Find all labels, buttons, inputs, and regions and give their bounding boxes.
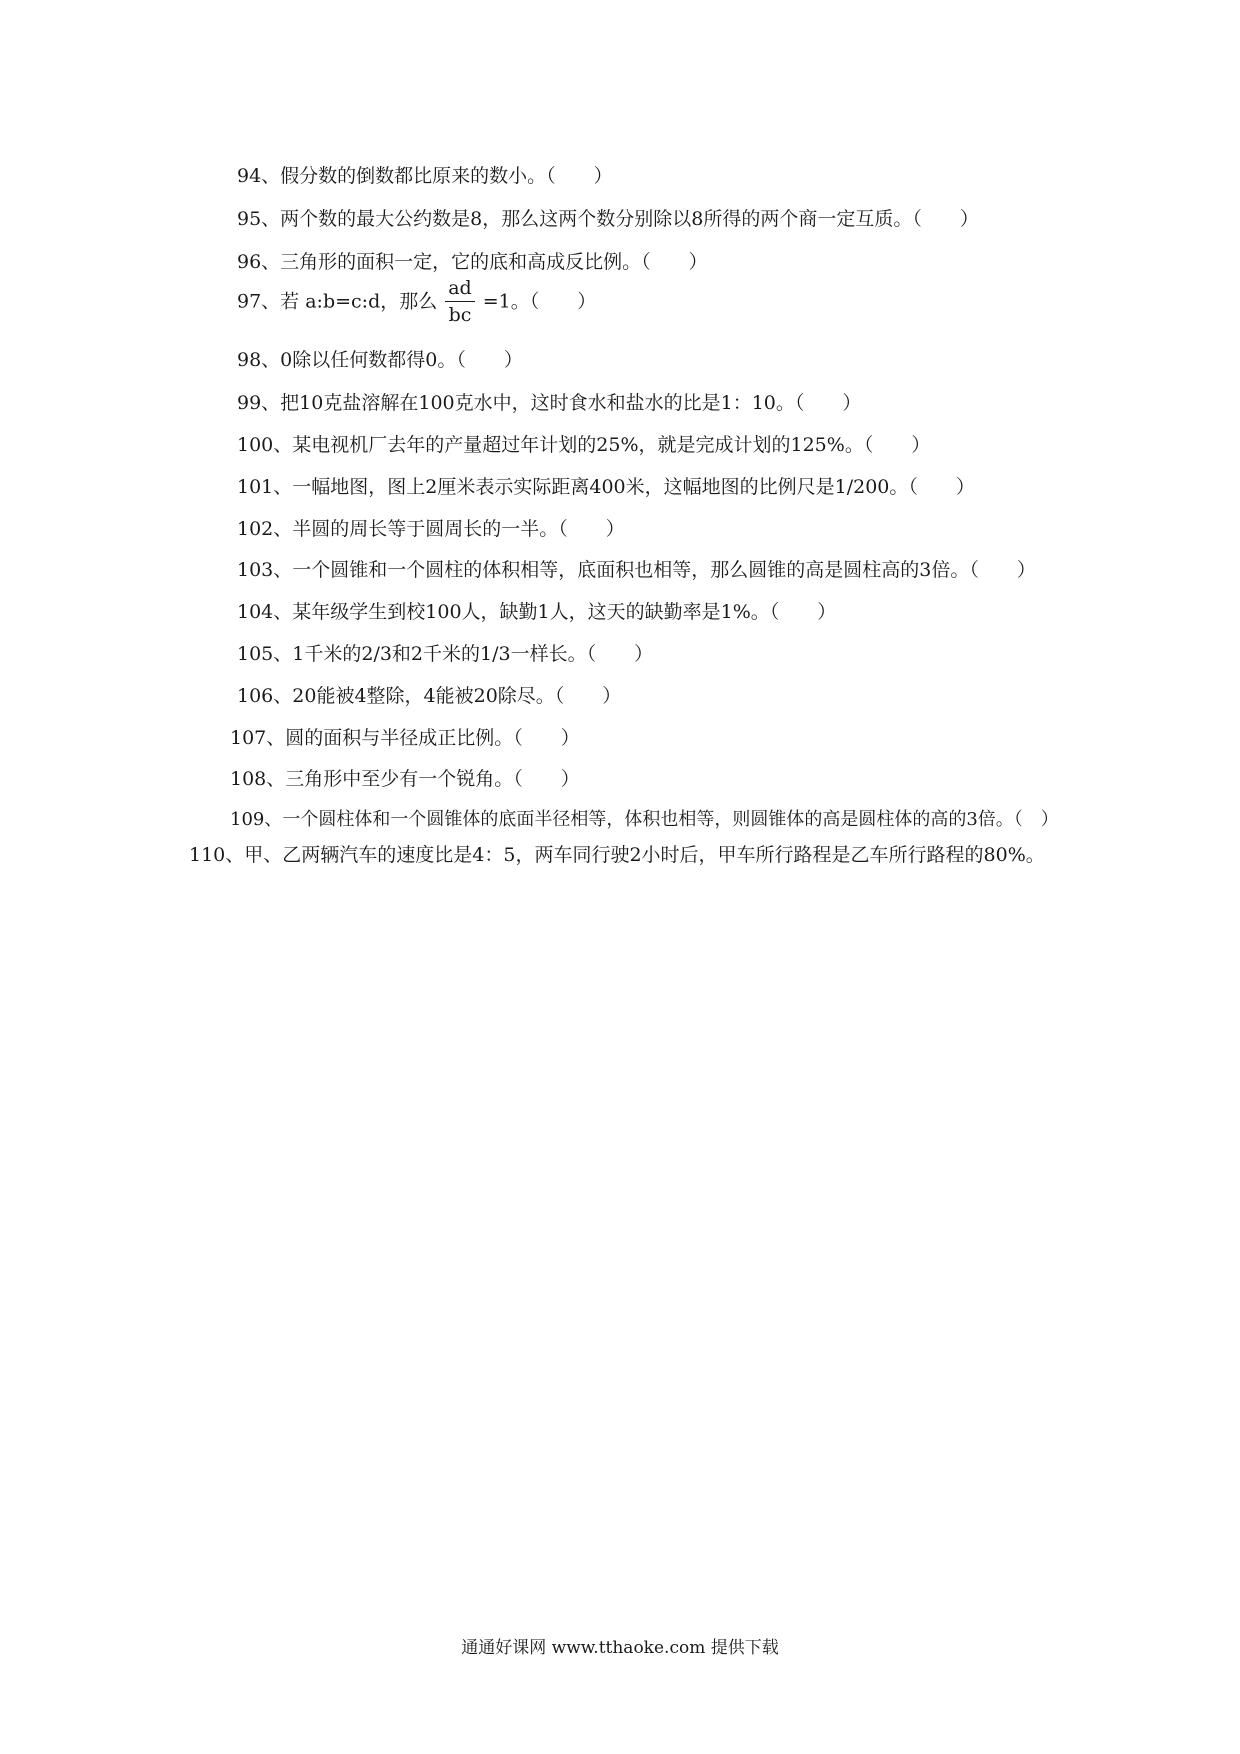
fraction-bar	[445, 301, 475, 302]
question-97-prefix: 97、若 a:b=c:d，那么	[237, 290, 438, 313]
question-102: 102、半圆的周长等于圆周长的一半。（ ）	[237, 518, 625, 540]
question-94: 94、假分数的倒数都比原来的数小。（ ）	[237, 165, 613, 187]
fraction-numerator: ad	[448, 277, 472, 299]
question-98: 98、0除以任何数都得0。（ ）	[237, 349, 523, 371]
question-108: 108、三角形中至少有一个锐角。（ ）	[230, 768, 580, 790]
question-100: 100、某电视机厂去年的产量超过年计划的25%，就是完成计划的125%。（ ）	[237, 434, 931, 456]
question-103: 103、一个圆锥和一个圆柱的体积相等，底面积也相等，那么圆锥的高是圆柱高的3倍。（ ）	[237, 559, 1036, 581]
question-96: 96、三角形的面积一定，它的底和高成反比例。（ ）	[237, 251, 708, 273]
question-105: 105、1千米的2/3和2千米的1/3一样长。（ ）	[237, 643, 654, 665]
question-107: 107、圆的面积与半径成正比例。（ ）	[230, 727, 580, 749]
question-110: 110、甲、乙两辆汽车的速度比是4：5，两车同行驶2小时后，甲车所行路程是乙车所行路程的80%。	[189, 844, 1045, 866]
question-99: 99、把10克盐溶解在100克水中，这时食水和盐水的比是1：10。（ ）	[237, 392, 862, 414]
question-97-suffix: =1。（ ）	[482, 290, 597, 313]
question-97	[237, 276, 596, 327]
question-109: 109、一个圆柱体和一个圆锥体的底面半径相等，体积也相等，则圆锥体的高是圆柱体的高的3倍。（ ）	[230, 809, 1059, 830]
question-104: 104、某年级学生到校100人，缺勤1人，这天的缺勤率是1%。（ ）	[237, 601, 837, 623]
fraction-ad-over-bc	[445, 276, 475, 327]
question-106: 106、20能被4整除，4能被20除尽。（ ）	[237, 685, 622, 707]
question-95: 95、两个数的最大公约数是8，那么这两个数分别除以8所得的两个商一定互质。（ ）	[237, 208, 979, 230]
fraction-denominator: bc	[448, 304, 472, 326]
footer-download-note: 通通好课网 www.tthaoke.com 提供下载	[461, 1638, 779, 1658]
question-101: 101、一幅地图，图上2厘米表示实际距离400米，这幅地图的比例尺是1/200。（ ）	[237, 476, 975, 498]
